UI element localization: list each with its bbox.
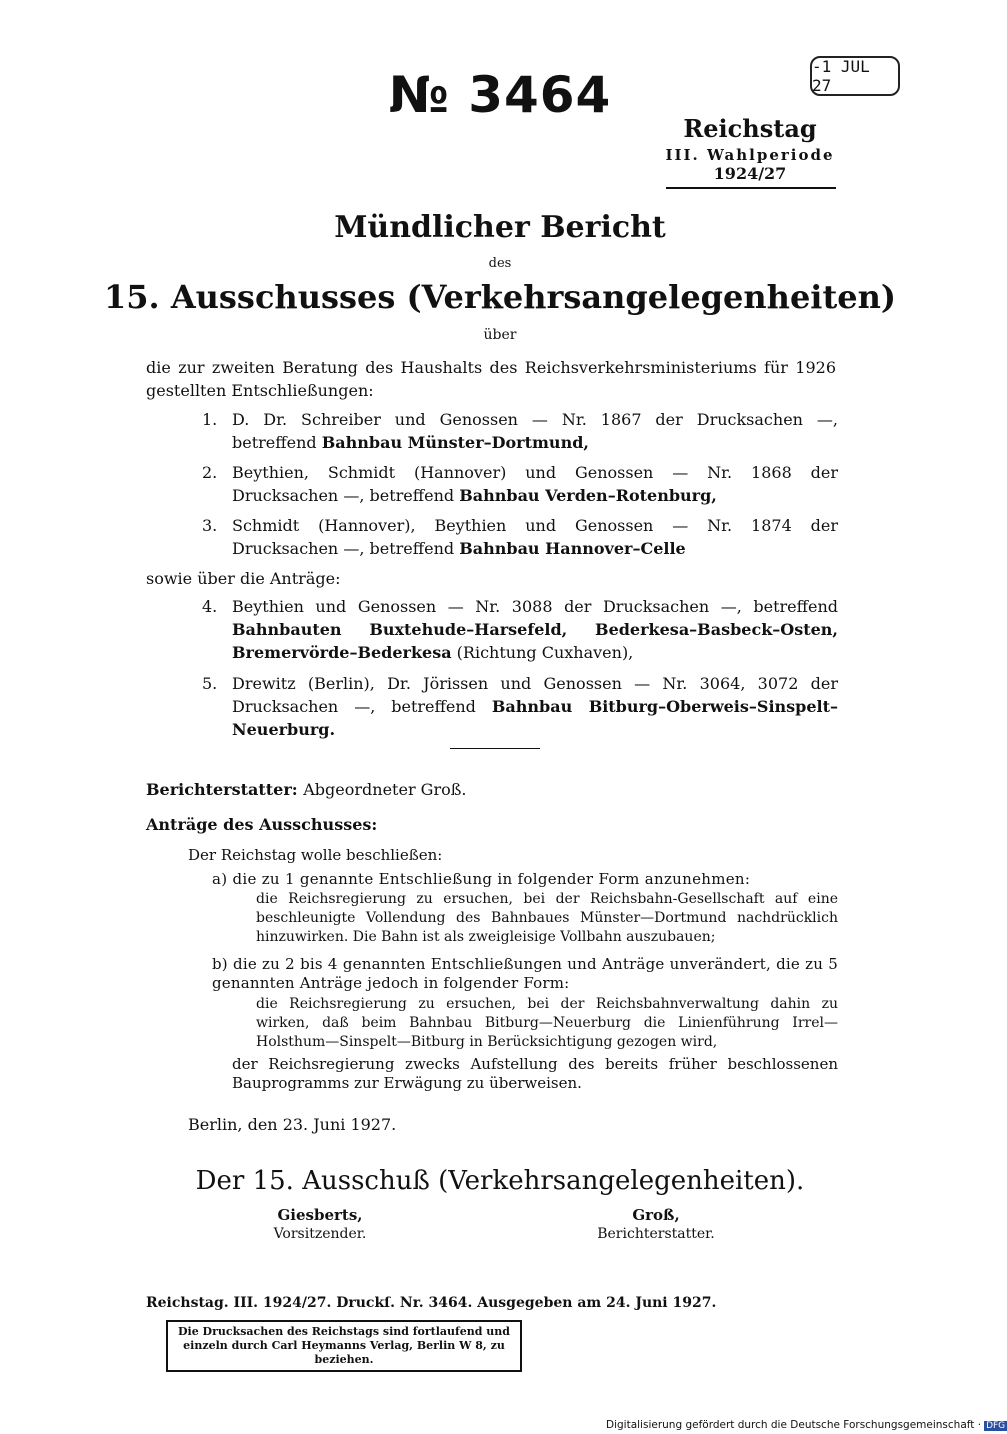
list-item — [202, 514, 838, 560]
committee-signature: Der 15. Ausschuß (Verkehrsangelegenheiten). — [195, 1166, 805, 1196]
footer-line: Reichstag. III. 1924/27. Druckſ. Nr. 3464. Ausgegeben am 24. Juni 1927. — [146, 1295, 717, 1311]
motion-b-body: die Reichsregierung zu ersuchen, bei der Reichsbahnverwaltung dahin zu wirken, daß beim Bahnbau Bitburg—Neuerburg die Linienführung Irrel—Holsthum—Sinspelt—Bitburg in Berücksichtigung gezogen wird, — [256, 996, 838, 1050]
reichstag-heading: Reichstag — [683, 114, 817, 143]
list-item — [202, 672, 838, 741]
report-title: Mündlicher Bericht — [334, 210, 666, 245]
berichterstatter-label: Berichterstatter: — [146, 780, 298, 799]
list-item — [202, 595, 838, 664]
list-item — [202, 461, 838, 507]
item-text: Beythien und Genossen — Nr. 3088 der Drucksachen —, betreffend — [232, 597, 838, 616]
chair-role: Vorsitzender. — [273, 1226, 367, 1242]
item-number: 3. — [202, 516, 218, 535]
item-subject: Bahnbau Verden–Rotenburg, — [459, 486, 717, 505]
item-number: 4. — [202, 597, 218, 616]
reichstag-wolle: Der Reichstag wolle beschließen: — [188, 846, 443, 864]
berichterstatter-line — [146, 780, 467, 799]
separator-rule — [450, 748, 540, 749]
date-stamp: -1 JUL 27 — [810, 56, 900, 96]
intro-text: die zur zweiten Beratung des Haushalts des Reichsverkehrsministeriums für 1926 gestellten Entschließungen: — [146, 358, 836, 400]
berichterstatter-value: Abgeordneter Groß. — [303, 780, 467, 799]
place-date: Berlin, den 23. Juni 1927. — [188, 1115, 397, 1134]
motion-a-head: a) die zu 1 genannte Entschließung in folgender Form anzunehmen: — [212, 870, 751, 888]
item-tail: (Richtung Cuxhaven), — [456, 643, 634, 662]
motion-a-body: die Reichsregierung zu ersuchen, bei der Reichsbahn-Gesellschaft auf eine beschleunigte Vollendung des Bahnbaues Münster—Dortmund nachdrücklich hinzuwirken. Die Bahn ist als zweigleisige Vollbahn auszubauen; — [256, 891, 838, 945]
item-number: 1. — [202, 410, 218, 429]
header-rule — [666, 187, 836, 189]
motion-b-head: b) die zu 2 bis 4 genannten Entschließungen und Anträge unverändert, die zu 5 genannten Anträge jedoch in folgender Form: — [212, 955, 838, 992]
dfg-logo: DFG — [986, 1421, 1006, 1431]
item-number: 2. — [202, 463, 218, 482]
item-text: Schmidt (Hannover), Beythien und Genossen — Nr. 1874 der Drucksachen —, betreffend — [232, 516, 838, 558]
item-text: Beythien, Schmidt (Hannover) und Genossen — Nr. 1868 der Drucksachen —, betreffend — [232, 463, 838, 505]
item-subject: Bahnbau Münster–Dortmund, — [321, 433, 589, 452]
chair-name: Giesberts, — [277, 1206, 363, 1224]
title-des: des — [488, 256, 512, 271]
title-ueber: über — [483, 327, 517, 343]
legislative-years: 1924/27 — [713, 164, 787, 183]
item-number: 5. — [202, 674, 218, 693]
rapporteur-role: Berichterstatter. — [597, 1226, 715, 1242]
credit-text: Digitalisierung gefördert durch die Deutsche Forschungsgemeinschaft · — [606, 1419, 982, 1431]
item-subject: Bahnbau Bitburg–Oberweis–Sinspelt–Neuerburg. — [232, 697, 839, 739]
rapporteur-name: Groß, — [632, 1206, 680, 1224]
item-subject: Bahnbauten Buxtehude–Harsefeld, Bederkesa–Basbeck–Osten, Bremervörde–Bederkesa — [232, 620, 838, 662]
sowie-text: sowie über die Anträge: — [146, 569, 341, 588]
list-item — [202, 408, 838, 454]
publisher-notice: Die Drucksachen des Reichstags sind fortlaufend und einzeln durch Carl Heymanns Verlag, Berlin W 8, zu beziehen. — [166, 1320, 522, 1372]
item-subject: Bahnbau Hannover–Celle — [459, 539, 686, 558]
motion-b-tail: der Reichsregierung zwecks Aufstellung des bereits früher beschlossenen Bauprogramms zur Erwägung zu überweisen. — [232, 1055, 838, 1092]
digitization-credit — [606, 1419, 1007, 1431]
item-text: Drewitz (Berlin), Dr. Jörissen und Genossen — Nr. 3064, 3072 der Drucksachen —, betreffend — [232, 674, 838, 716]
document-number: № 3464 — [388, 66, 612, 124]
committee-title: 15. Ausschusses (Verkehrsangelegenheiten) — [104, 278, 896, 316]
antraege-label: Anträge des Ausschusses: — [146, 815, 378, 834]
item-text: D. Dr. Schreiber und Genossen — Nr. 1867 der Drucksachen —, betreffend — [232, 410, 838, 452]
wahlperiode: III. Wahlperiode — [665, 146, 835, 164]
